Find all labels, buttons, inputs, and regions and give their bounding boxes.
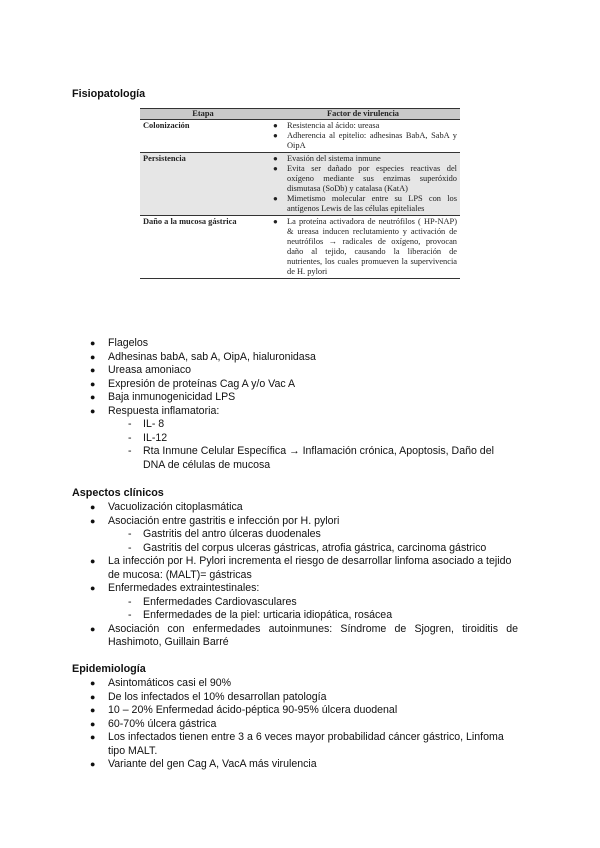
table-header-factor: Factor de virulencia: [266, 109, 460, 120]
bullet-icon: ●: [90, 556, 96, 566]
list-item: ● Vacuolización citoplasmática: [90, 501, 243, 513]
bullet-icon: ●: [90, 378, 96, 389]
epidemiologia-list: [0, 677, 600, 772]
dash-icon: -: [128, 595, 132, 608]
list-item: ● Los infectados tienen entre 3 a 6 veces mayor probabilidad cáncer gástrico, Linfoma tipo MALT.: [90, 731, 504, 757]
bullet-icon: ●: [90, 732, 96, 742]
sub-list-item: - Gastritis del antro úlceras duodenales: [128, 528, 321, 540]
factor-item: ● Resistencia al ácido: ureasa: [273, 121, 380, 130]
bullet-icon: ●: [90, 405, 96, 416]
bullet-icon: ●: [90, 338, 96, 348]
bullet-icon: ●: [90, 718, 96, 729]
factor-item: ● Mimetismo molecular entre su LPS con los antígenos Lewis de las células epiteliales: [273, 194, 457, 213]
table-row: [140, 153, 460, 216]
stage-cell: Colonización: [140, 120, 266, 153]
bullet-icon: ●: [90, 515, 96, 526]
list-item: ● Asintomáticos casi el 90%: [90, 677, 232, 689]
dash-icon: -: [128, 541, 132, 554]
bullet-icon: ●: [90, 691, 96, 702]
factor-item: ● Evasión del sistema inmune: [273, 154, 381, 163]
list-item: ● Variante del gen Cag A, VacA más virulencia: [90, 758, 317, 770]
dash-icon: -: [128, 418, 132, 430]
factor-item: ● Evita ser dañado por especies reactivas del oxígeno mediante sus enzimas superóxido dismutasa (SoDb) y catalasa (KatA): [273, 164, 457, 193]
factor-item: ● Adherencia al epitelio: adhesinas BabA, SabA y OipA: [273, 131, 457, 150]
bullet-icon: ●: [90, 678, 96, 688]
bullet-icon: ●: [90, 583, 96, 593]
list-item: ● Baja inmunogenicidad LPS: [90, 391, 236, 403]
factor-item: ● La proteína activadora de neutrófilos ( HP-NAP) & ureasa inducen reclutamiento y activación de neutrófilos → radicales de oxígeno, provocan daño al tejido, causando la liberación de nutrientes, los cuales promueven la supervivencia de H. pylori: [273, 217, 457, 276]
list-item: ● 60-70% úlcera gástrica: [90, 717, 217, 730]
list-item: ● Flagelos: [90, 337, 149, 349]
list-item: ● Enfermedades extraintestinales:: [90, 582, 260, 594]
dash-icon: -: [128, 445, 132, 457]
dash-icon: -: [128, 528, 132, 540]
list-item: ● Asociación entre gastritis e infección por H. pylori: [90, 514, 340, 527]
table-header-etapa: Etapa: [140, 109, 266, 120]
list-item: ● 10 – 20% Enfermedad ácido-péptica 90-95% úlcera duodenal: [90, 704, 398, 716]
dash-icon: -: [128, 431, 132, 444]
sub-list-item: - Enfermedades de la piel: urticaria idiopática, rosácea: [128, 609, 393, 621]
fisiopatologia-list: [0, 337, 600, 472]
sub-list-item: - Gastritis del corpus ulceras gástricas, atrofia gástrica, carcinoma gástrico: [128, 541, 487, 554]
list-item: ● Respuesta inflamatoria:: [90, 404, 220, 417]
sub-list-item: - IL- 8: [128, 418, 165, 430]
section-title-aspectos-clinicos: Aspectos clínicos: [72, 487, 164, 499]
stage-cell: Daño a la mucosa gástrica: [140, 216, 266, 279]
list-item: ● Expresión de proteínas Cag A y/o Vac A: [90, 377, 296, 390]
bullet-icon: ●: [90, 351, 96, 362]
list-item: ● De los infectados el 10% desarrollan patología: [90, 690, 327, 703]
list-item: ● Ureasa amoniaco: [90, 364, 192, 376]
section-title-epidemiologia: Epidemiología: [72, 663, 146, 675]
list-item: ● Adhesinas babA, sab A, OipA, hialuronidasa: [90, 350, 316, 363]
bullet-icon: ●: [90, 705, 96, 715]
virulence-table: [140, 108, 460, 279]
bullet-icon: ●: [90, 623, 96, 634]
table-row: [140, 216, 460, 279]
list-item: ● Asociación con enfermedades autoinmunes: Síndrome de Sjogren, tiroiditis de Hashimoto, Guillain Barré: [90, 622, 518, 648]
list-item: ● La infección por H. Pylori incrementa el riesgo de desarrollar linfoma asociado a tejido de mucosa: (MALT)= gástricas: [90, 555, 512, 581]
bullet-icon: ●: [90, 759, 96, 769]
stage-cell: Persistencia: [140, 153, 266, 216]
aspectos-list: [0, 501, 600, 650]
sub-list-item: - Enfermedades Cardiovasculares: [128, 595, 297, 608]
bullet-icon: ●: [90, 365, 96, 375]
bullet-icon: ●: [90, 392, 96, 402]
sub-list-item: - IL-12: [128, 431, 168, 444]
table-row: [140, 120, 460, 153]
dash-icon: -: [128, 609, 132, 621]
section-title-fisiopatologia: Fisiopatología: [72, 88, 146, 100]
bullet-icon: ●: [90, 502, 96, 512]
sub-list-item: - Rta Inmune Celular Específica → Inflamación crónica, Apoptosis, Daño del DNA de células de mucosa: [128, 445, 494, 471]
